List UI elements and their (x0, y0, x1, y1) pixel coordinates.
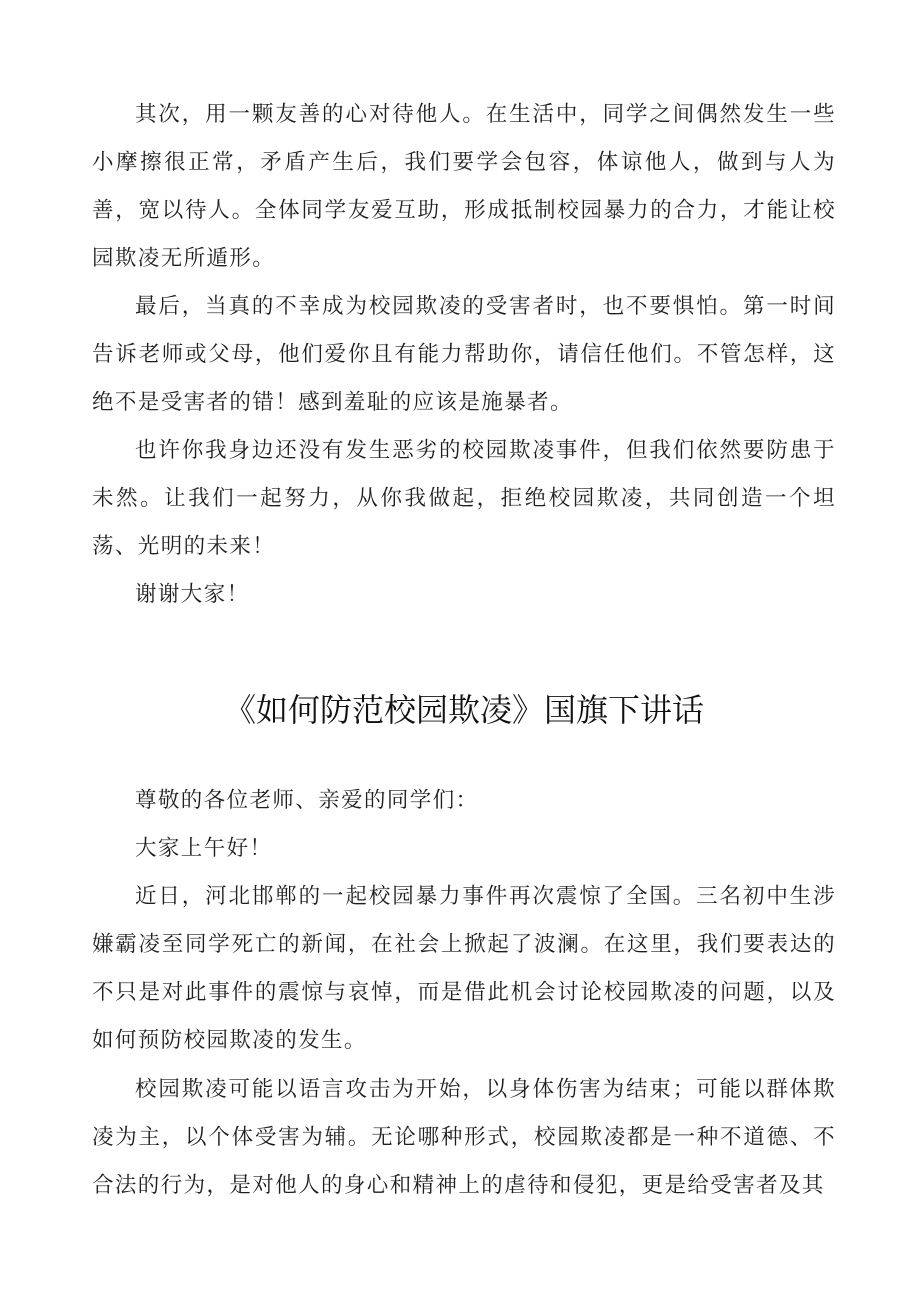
paragraph-prevention: 也许你我身边还没有发生恶劣的校园欺凌事件，但我们依然要防患于未然。让我们一起努力，从你我做起，拒绝校园欺凌，共同创造一个坦荡、光明的未来！ (92, 438, 836, 559)
paragraph-be-kind: 其次，用一颗友善的心对待他人。在生活中，同学之间偶然发生一些小摩擦很正常，矛盾产生后，我们要学会包容，体谅他人，做到与人为善，宽以待人。全体同学友爱互助，形成抵制校园暴力的合力，才能让校园欺凌无所遁形。 (92, 102, 836, 271)
paragraph-tell-teachers: 最后，当真的不幸成为校园欺凌的受害者时，也不要惧怕。第一时间告诉老师或父母，他们爱你且有能力帮助你，请信任他们。不管怎样，这绝不是受害者的错！感到羞耻的应该是施暴者。 (92, 294, 836, 415)
paragraph-bullying-forms: 校园欺凌可能以语言攻击为开始，以身体伤害为结束；可能以群体欺凌为主，以个体受害为辅。无论哪种形式，校园欺凌都是一种不道德、不合法的行为，是对他人的身心和精神上的虐待和侵犯，更是给受害者及其 (92, 1077, 836, 1198)
greeting: 大家上午好！ (135, 836, 273, 861)
paragraph-thanks: 谢谢大家！ (135, 582, 250, 607)
speech-title: 《如何防范校园欺凌》国旗下讲话 (223, 691, 704, 729)
paragraph-handan-incident: 近日，河北邯郸的一起校园暴力事件再次震惊了全国。三名初中生涉嫌霸凌至同学死亡的新闻，在社会上掀起了波澜。在这里，我们要表达的不只是对此事件的震惊与哀悼，而是借此机会讨论校园欺凌的问题，以及如何预防校园欺凌的发生。 (92, 884, 836, 1053)
salutation: 尊敬的各位老师、亲爱的同学们： (135, 788, 479, 813)
